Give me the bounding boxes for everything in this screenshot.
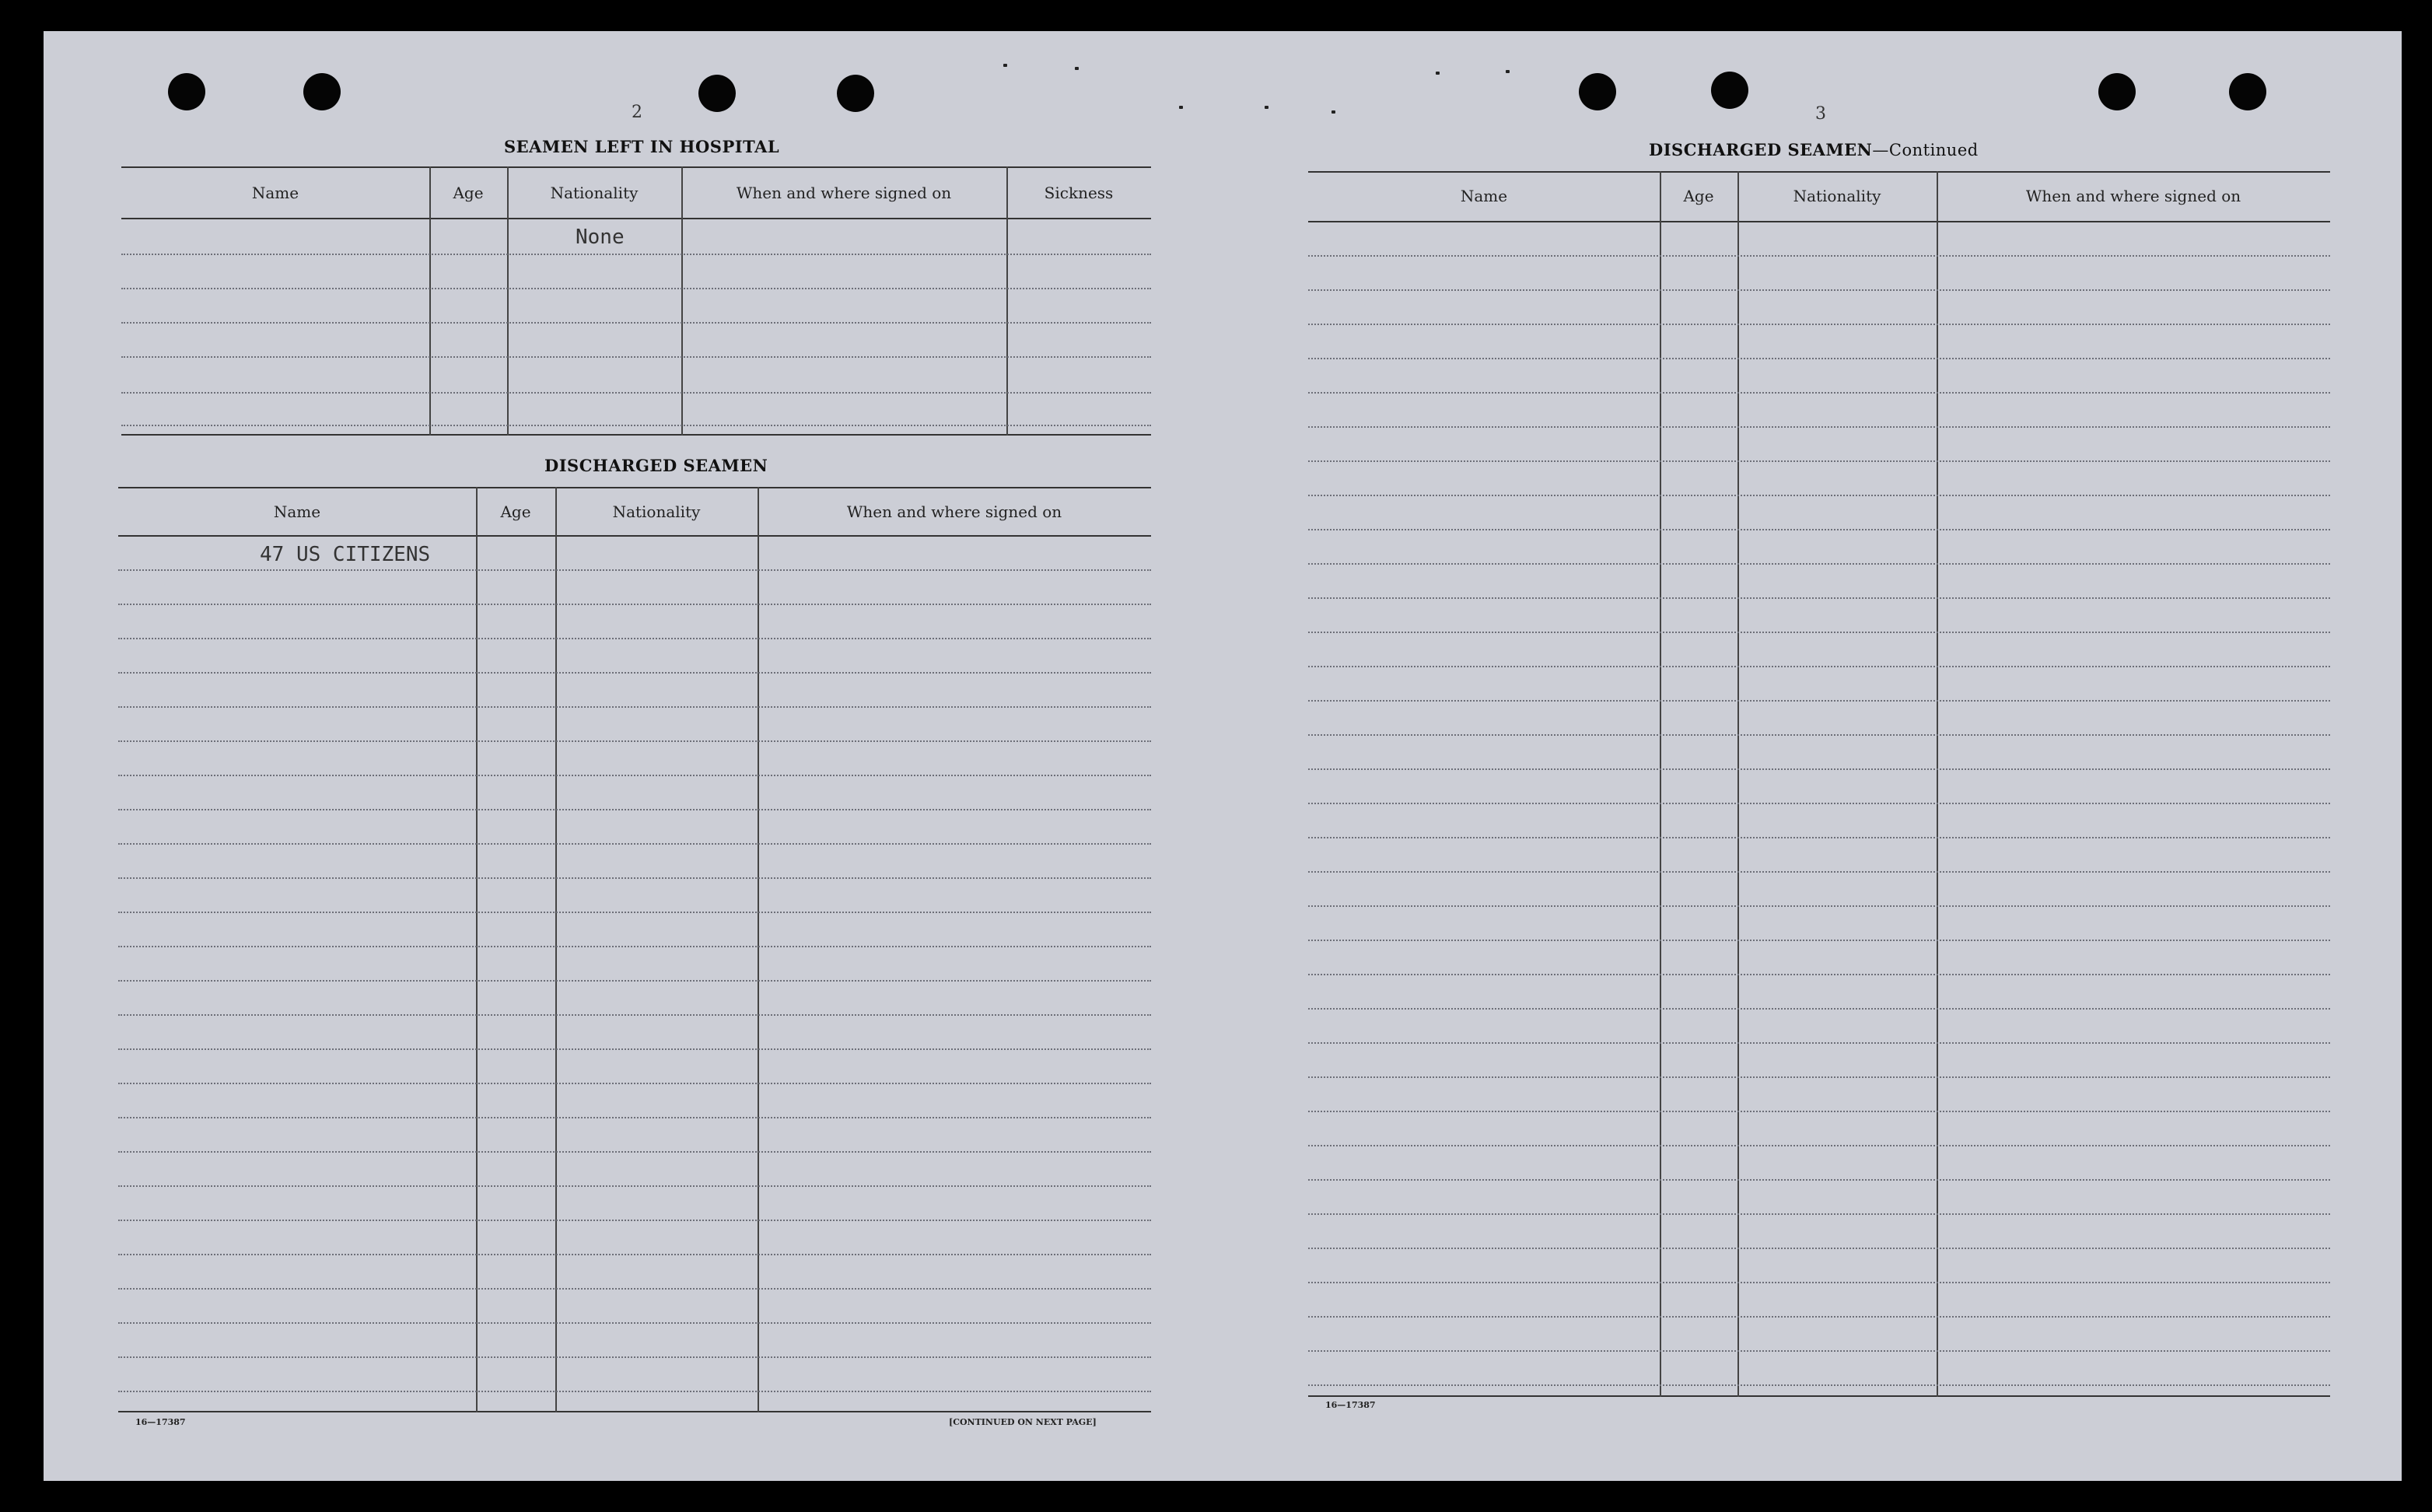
header-bottom-rule	[1308, 221, 2330, 222]
entry-line	[121, 254, 1151, 255]
ink-speck	[1179, 106, 1183, 109]
entry-line	[1308, 632, 2330, 633]
discharged-continued-title	[1649, 140, 1979, 159]
table-bottom-rule	[1308, 1395, 2330, 1397]
punch-hole	[303, 73, 341, 110]
document-sheet	[44, 31, 2402, 1481]
entry-line	[118, 740, 1151, 742]
entry-line	[1308, 1076, 2330, 1078]
entry-line	[1308, 529, 2330, 530]
entry-line	[1308, 1008, 2330, 1010]
page-number-right: 3	[1815, 104, 1826, 124]
form-number-left: 16—17387	[135, 1417, 186, 1427]
column-divider	[681, 166, 683, 436]
column-divider	[507, 166, 509, 436]
column-divider	[476, 487, 478, 1412]
entry-line	[118, 706, 1151, 708]
ink-speck	[1265, 106, 1268, 109]
entry-line	[1308, 597, 2330, 599]
entry-line	[1308, 734, 2330, 736]
entry-line	[1308, 1213, 2330, 1215]
entry-line	[1308, 1248, 2330, 1249]
entry-line	[1308, 1282, 2330, 1283]
title-main: DISCHARGED SEAMEN	[1649, 140, 1873, 159]
punch-hole	[2098, 73, 2136, 110]
entry-line	[118, 1322, 1151, 1324]
entry-line	[1308, 460, 2330, 462]
entry-line	[1308, 392, 2330, 394]
table-top-rule	[118, 487, 1151, 488]
entry-line	[1308, 1145, 2330, 1146]
entry-line	[121, 425, 1151, 426]
column-header-age: Age	[1683, 187, 1714, 205]
entry-line	[118, 638, 1151, 639]
column-header-signed-on: When and where signed on	[846, 502, 1062, 521]
ink-speck	[1506, 70, 1510, 73]
entry-line	[1308, 495, 2330, 496]
title-suffix: —Continued	[1872, 141, 1979, 159]
form-number-right: 16—17387	[1325, 1400, 1376, 1410]
entry-line	[118, 809, 1151, 810]
column-header-name: Name	[251, 184, 299, 202]
column-header-nationality: Nationality	[1793, 187, 1881, 205]
punch-hole	[2229, 73, 2266, 110]
entry-line	[1308, 700, 2330, 702]
ink-speck	[1003, 64, 1007, 67]
entry-line	[1308, 1111, 2330, 1112]
entry-line	[121, 392, 1151, 394]
entry-line	[1308, 1384, 2330, 1386]
entry-line	[118, 1356, 1151, 1358]
entry-line	[1308, 324, 2330, 325]
entry-line	[1308, 871, 2330, 873]
entry-line	[121, 288, 1151, 289]
entry-line	[118, 980, 1151, 982]
entry-line	[1308, 940, 2330, 941]
column-header-signed-on: When and where signed on	[2025, 187, 2241, 205]
entry-line	[118, 1391, 1151, 1392]
entry-line	[1308, 803, 2330, 804]
ink-speck	[1436, 72, 1440, 75]
entry-line	[1308, 1316, 2330, 1318]
entry-line	[1308, 768, 2330, 770]
entry-line	[118, 912, 1151, 913]
entry-line	[118, 604, 1151, 605]
column-header-age: Age	[453, 184, 484, 202]
entry-line	[1308, 905, 2330, 907]
punch-hole	[168, 73, 205, 110]
entry-line	[118, 877, 1151, 879]
punch-hole	[837, 75, 874, 112]
header-bottom-rule	[121, 218, 1151, 219]
column-header-sickness: Sickness	[1044, 184, 1114, 202]
discharged-table-right	[1308, 171, 2330, 1398]
continued-note: [CONTINUED ON NEXT PAGE]	[949, 1417, 1097, 1427]
punch-hole	[698, 75, 736, 112]
entry-line	[118, 1185, 1151, 1187]
column-header-age: Age	[500, 502, 531, 521]
table-top-rule	[1308, 171, 2330, 173]
entry-line	[1308, 1350, 2330, 1352]
entry-line	[1308, 255, 2330, 257]
entry-line	[1308, 1179, 2330, 1181]
entry-line	[1308, 289, 2330, 291]
entry-line	[1308, 666, 2330, 667]
entry-line	[118, 1014, 1151, 1016]
punch-hole	[1579, 73, 1616, 110]
entry-line	[121, 356, 1151, 358]
entry-line	[118, 672, 1151, 674]
column-header-name: Name	[1460, 187, 1508, 205]
entry-line	[121, 322, 1151, 324]
entry-line	[118, 946, 1151, 947]
entry-line	[1308, 426, 2330, 428]
hospital-entry-none: None	[576, 226, 625, 249]
table-bottom-rule	[118, 1411, 1151, 1412]
column-divider	[758, 487, 759, 1412]
table-top-rule	[121, 166, 1151, 168]
column-header-signed-on: When and where signed on	[736, 184, 952, 202]
page-number-left: 2	[632, 103, 642, 122]
header-bottom-rule	[118, 535, 1151, 537]
ink-speck	[1075, 67, 1079, 70]
entry-line	[118, 1048, 1151, 1050]
entry-line	[1308, 563, 2330, 565]
entry-line	[118, 1083, 1151, 1084]
discharged-entry: 47 US CITIZENS	[260, 543, 431, 566]
discharged-section-title: DISCHARGED SEAMEN	[544, 456, 768, 475]
column-divider	[1006, 166, 1008, 436]
punch-hole	[1711, 72, 1748, 109]
entry-line	[1308, 837, 2330, 838]
entry-line	[118, 775, 1151, 776]
entry-line	[118, 843, 1151, 845]
table-bottom-rule	[121, 434, 1151, 436]
hospital-table	[121, 166, 1151, 436]
column-header-name: Name	[273, 502, 321, 521]
entry-line	[1308, 358, 2330, 359]
column-header-nationality: Nationality	[612, 502, 701, 521]
hospital-section-title: SEAMEN LEFT IN HOSPITAL	[504, 137, 780, 156]
column-header-nationality: Nationality	[550, 184, 639, 202]
entry-line	[1308, 974, 2330, 975]
column-divider	[429, 166, 431, 436]
entry-line	[118, 1220, 1151, 1221]
ink-speck	[1331, 110, 1335, 114]
column-divider	[555, 487, 557, 1412]
entry-line	[1308, 1042, 2330, 1044]
entry-line	[118, 1254, 1151, 1255]
entry-line	[118, 1288, 1151, 1290]
discharged-table-left	[118, 487, 1151, 1414]
entry-line	[118, 1151, 1151, 1153]
entry-line	[118, 1117, 1151, 1118]
entry-line	[118, 569, 1151, 571]
